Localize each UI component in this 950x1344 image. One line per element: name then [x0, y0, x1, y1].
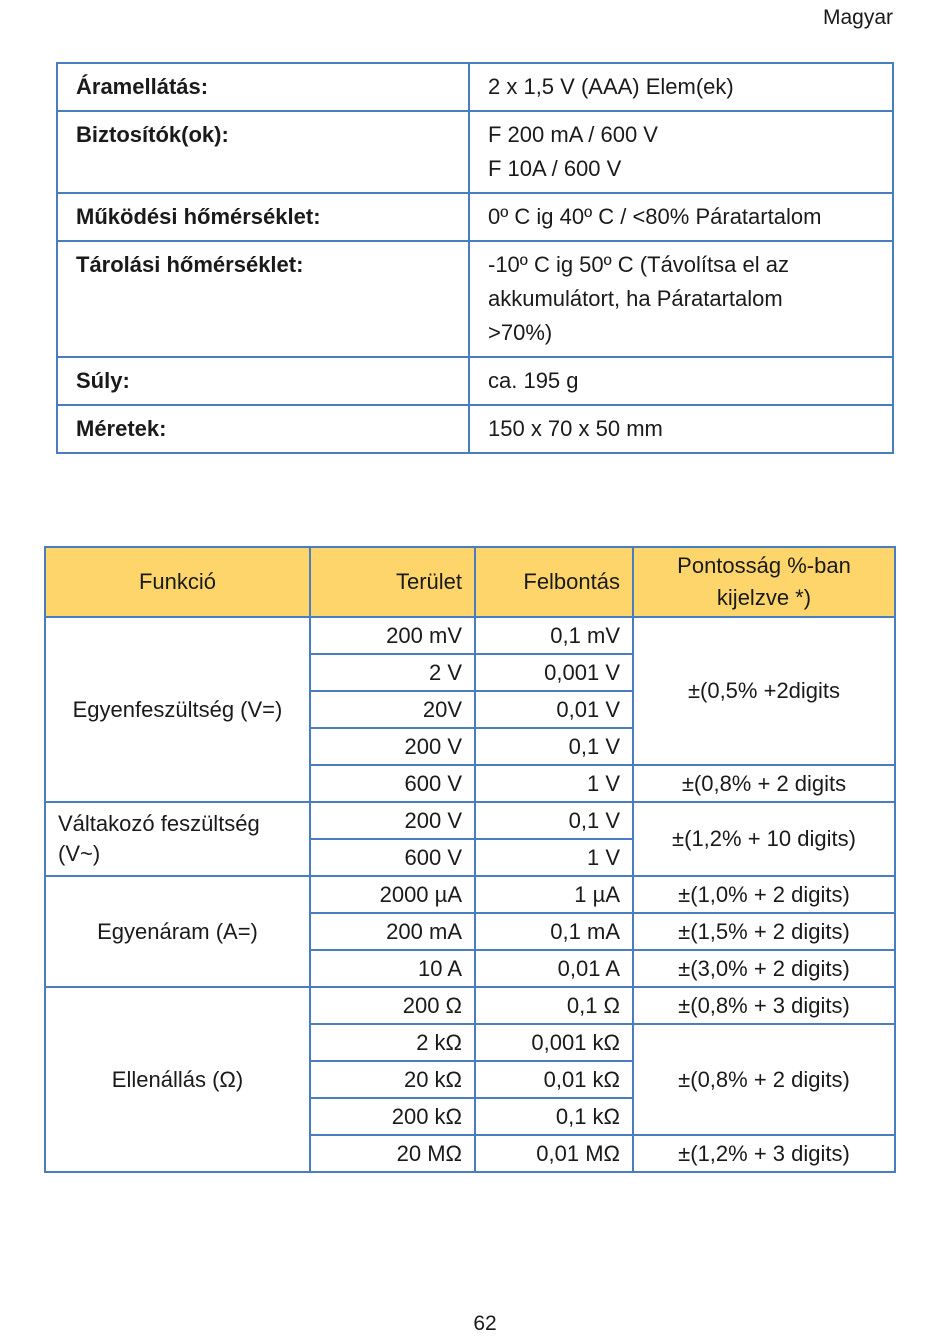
resolution-cell: 1 V: [475, 839, 633, 876]
resolution-cell: 0,01 kΩ: [475, 1061, 633, 1098]
header-resolution: Felbontás: [475, 547, 633, 617]
header-function: Funkció: [45, 547, 310, 617]
accuracy-cell: ±(1,0% + 2 digits): [633, 876, 895, 913]
resolution-cell: 0,01 A: [475, 950, 633, 987]
function-dca: Egyenáram (A=): [45, 876, 310, 987]
range-cell: 20V: [310, 691, 475, 728]
resolution-cell: 0,01 MΩ: [475, 1135, 633, 1172]
range-cell: 20 MΩ: [310, 1135, 475, 1172]
resolution-cell: 1 µA: [475, 876, 633, 913]
range-cell: 10 A: [310, 950, 475, 987]
spec-value: F 200 mA / 600 V F 10A / 600 V: [469, 111, 893, 193]
language-label: Magyar: [822, 6, 893, 29]
range-cell: 2000 µA: [310, 876, 475, 913]
accuracy-cell: ±(0,8% + 3 digits): [633, 987, 895, 1024]
spec-key: Áramellátás:: [57, 63, 469, 111]
accuracy-cell: ±(1,2% + 3 digits): [633, 1135, 895, 1172]
table-header-row: [45, 547, 895, 617]
range-cell: 20 kΩ: [310, 1061, 475, 1098]
page-number: 62: [473, 1312, 497, 1335]
table-row: [45, 802, 895, 839]
accuracy-cell: ±(0,8% + 2 digits: [633, 765, 895, 802]
resolution-cell: 1 V: [475, 765, 633, 802]
table-row: [45, 876, 895, 913]
header-range: Terület: [310, 547, 475, 617]
range-cell: 200 V: [310, 802, 475, 839]
spec-key: Méretek:: [57, 405, 469, 453]
table-row: [57, 193, 893, 241]
spec-key: Biztosítók(ok):: [57, 111, 469, 193]
table-row: [45, 617, 895, 654]
resolution-cell: 0,1 V: [475, 728, 633, 765]
header-accuracy: Pontosság %-ban kijelzve *): [633, 547, 895, 617]
table-row: [57, 241, 893, 357]
range-cell: 200 kΩ: [310, 1098, 475, 1135]
spec-value: -10º C ig 50º C (Távolítsa el az akkumulátort, ha Páratartalom >70%): [469, 241, 893, 357]
spec-value: 150 x 70 x 50 mm: [469, 405, 893, 453]
range-cell: 200 V: [310, 728, 475, 765]
accuracy-cell: ±(3,0% + 2 digits): [633, 950, 895, 987]
resolution-cell: 0,1 mA: [475, 913, 633, 950]
spec-table: [56, 62, 894, 454]
table-row: [57, 111, 893, 193]
spec-key: Tárolási hőmérséklet:: [57, 241, 469, 357]
spec-value: 2 x 1,5 V (AAA) Elem(ek): [469, 63, 893, 111]
range-cell: 2 kΩ: [310, 1024, 475, 1061]
range-cell: 200 mA: [310, 913, 475, 950]
accuracy-cell: ±(0,8% + 2 digits): [633, 1024, 895, 1135]
accuracy-cell: ±(1,2% + 10 digits): [633, 802, 895, 876]
range-cell: 2 V: [310, 654, 475, 691]
range-cell: 600 V: [310, 839, 475, 876]
measurement-table: [44, 546, 896, 1173]
range-cell: 600 V: [310, 765, 475, 802]
resolution-cell: 0,1 Ω: [475, 987, 633, 1024]
function-dcv: Egyenfeszültség (V=): [45, 617, 310, 802]
resolution-cell: 0,1 kΩ: [475, 1098, 633, 1135]
resolution-cell: 0,01 V: [475, 691, 633, 728]
function-acv: Váltakozó feszültség (V~): [45, 802, 310, 876]
resolution-cell: 0,001 V: [475, 654, 633, 691]
function-ohm: Ellenállás (Ω): [45, 987, 310, 1172]
table-row: [45, 987, 895, 1024]
accuracy-cell: ±(1,5% + 2 digits): [633, 913, 895, 950]
range-cell: 200 mV: [310, 617, 475, 654]
spec-key: Súly:: [57, 357, 469, 405]
resolution-cell: 0,1 mV: [475, 617, 633, 654]
table-row: [57, 357, 893, 405]
spec-key: Működési hőmérséklet:: [57, 193, 469, 241]
resolution-cell: 0,001 kΩ: [475, 1024, 633, 1061]
table-row: [57, 63, 893, 111]
table-row: [57, 405, 893, 453]
spec-value: 0º C ig 40º C / <80% Páratartalom: [469, 193, 893, 241]
spec-value: ca. 195 g: [469, 357, 893, 405]
accuracy-cell: ±(0,5% +2digits: [633, 617, 895, 765]
range-cell: 200 Ω: [310, 987, 475, 1024]
resolution-cell: 0,1 V: [475, 802, 633, 839]
